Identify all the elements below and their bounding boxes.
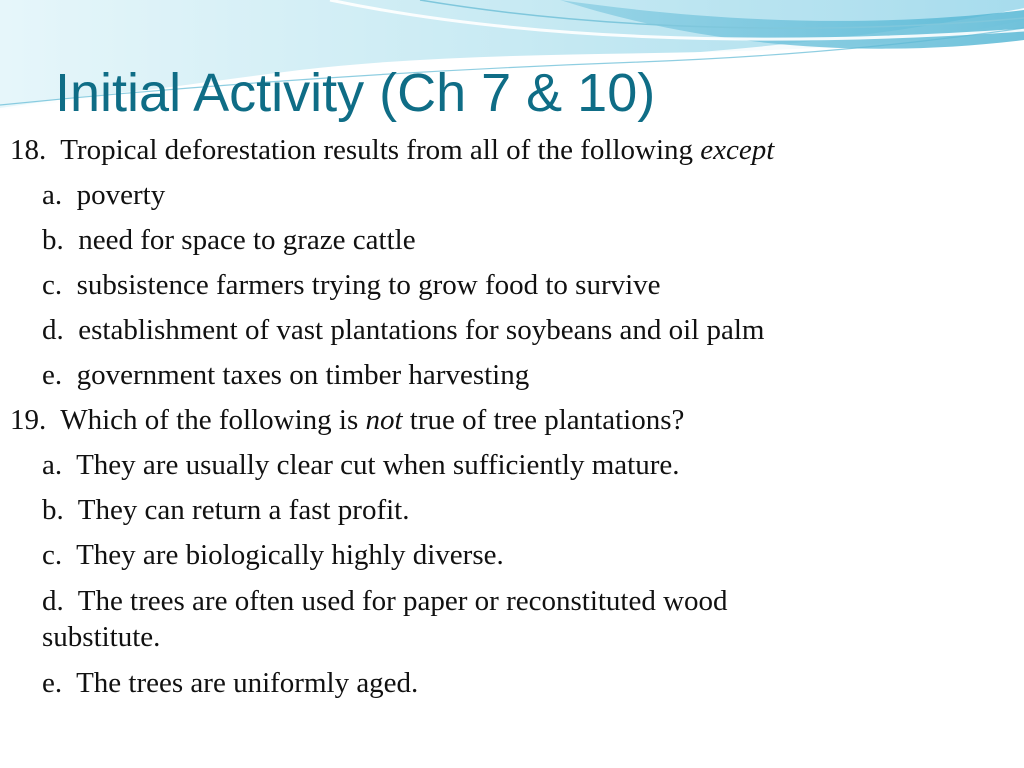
q18-option-e: e. government taxes on timber harvesting (42, 359, 530, 391)
q18-option-d: d. establishment of vast plantations for soybeans and oil palm (42, 314, 765, 346)
q19-option-b: b. They can return a fast profit. (42, 494, 410, 526)
question-19-text-end: true of tree plantations? (402, 404, 685, 436)
question-19 (10, 403, 684, 437)
q19-option-a: a. They are usually clear cut when sufficiently mature. (42, 449, 680, 481)
question-19-emphasis: not (365, 404, 403, 436)
question-18 (10, 133, 774, 167)
q18-option-a: a. poverty (42, 179, 166, 211)
q19-option-e: e. The trees are uniformly aged. (42, 667, 419, 699)
q19-option-c: c. They are biologically highly diverse. (42, 539, 504, 571)
question-18-emphasis: except (700, 134, 775, 166)
question-19-text: 19. Which of the following is (10, 404, 366, 436)
slide-title: Initial Activity (Ch 7 & 10) (55, 63, 656, 123)
q18-option-c: c. subsistence farmers trying to grow food to survive (42, 269, 661, 301)
q19-option-d-continued: substitute. (42, 621, 161, 653)
q18-option-b: b. need for space to graze cattle (42, 224, 416, 256)
question-18-text: 18. Tropical deforestation results from all of the following (10, 134, 701, 166)
q19-option-d: d. The trees are often used for paper or reconstituted wood (42, 585, 728, 617)
